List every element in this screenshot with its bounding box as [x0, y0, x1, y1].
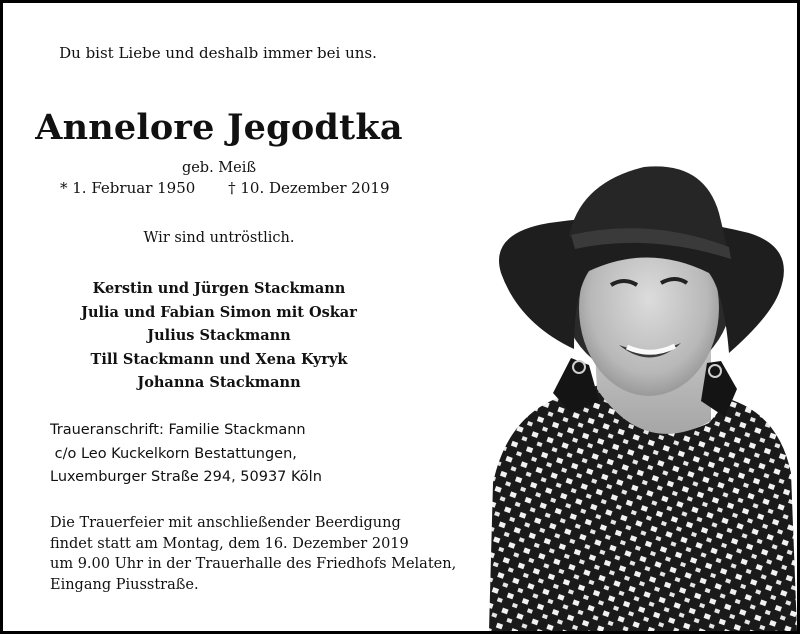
- service-line: Eingang Piusstraße.: [50, 576, 199, 593]
- mourner: Julia und Fabian Simon mit Oskar: [81, 303, 357, 321]
- death-date: † 10. Dezember 2019: [228, 179, 390, 197]
- mourners-list: [3, 277, 435, 395]
- mourner: Till Stackmann und Xena Kyryk: [90, 350, 348, 368]
- mourning-address: [50, 419, 322, 490]
- mourner: Johanna Stackmann: [137, 374, 301, 392]
- address-line: Traueranschrift: Familie Stackmann: [50, 422, 306, 438]
- mourner: Julius Stackmann: [147, 327, 291, 345]
- motto: Du bist Liebe und deshalb immer bei uns.: [59, 44, 377, 62]
- birth-name: geb. Meiß: [181, 160, 257, 176]
- funeral-service-info: [50, 513, 456, 595]
- service-line: Die Trauerfeier mit anschließender Beerdigung: [50, 515, 401, 531]
- birth-date: * 1. Februar 1950: [60, 179, 196, 197]
- address-line: Luxemburger Straße 294, 50937 Köln: [50, 469, 322, 485]
- deceased-name: Annelore Jegodtka: [35, 107, 403, 148]
- service-line: findet statt am Montag, dem 16. Dezember 2019: [50, 535, 409, 552]
- address-line: c/o Leo Kuckelkorn Bestattungen,: [50, 445, 297, 462]
- portrait-photo: [479, 153, 797, 631]
- mourning-line: Wir sind untröstlich.: [143, 230, 295, 246]
- life-dates: [60, 179, 389, 197]
- mourner: Kerstin und Jürgen Stackmann: [92, 280, 346, 297]
- service-line: um 9.00 Uhr in der Trauerhalle des Friedhofs Melaten,: [50, 556, 457, 572]
